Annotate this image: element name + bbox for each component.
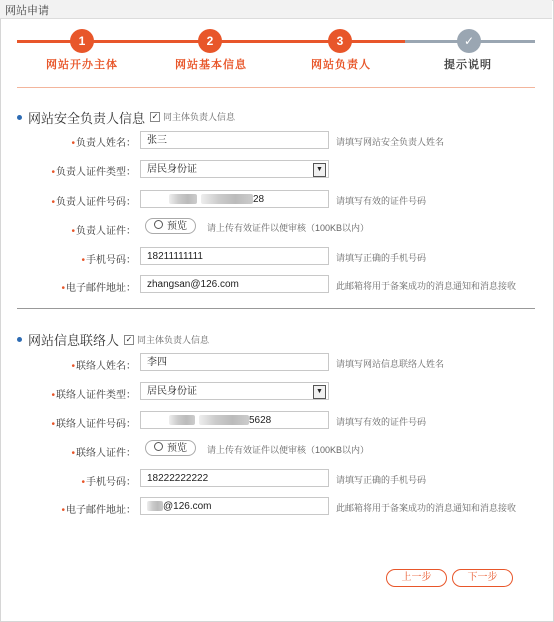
- redacted-block: [147, 501, 163, 511]
- next-step-button[interactable]: 下一步: [452, 569, 513, 587]
- check-icon: ✓: [457, 29, 481, 53]
- contact-email-input[interactable]: [140, 497, 329, 515]
- label-contact-id-type: •联络人证件类型：: [51, 390, 136, 401]
- label-contact-phone: •手机号码：: [81, 477, 136, 488]
- hint-contact-email: 此邮箱将用于备案成功的消息通知和消息接收: [336, 503, 517, 513]
- redacted-block: [201, 194, 253, 204]
- contact-preview-button[interactable]: 预览: [145, 440, 196, 456]
- security-name-input[interactable]: 张三: [140, 131, 329, 149]
- step-1-circle: 1: [70, 29, 94, 53]
- chevron-down-icon[interactable]: ▼: [313, 385, 326, 399]
- window-title: 网站申请: [5, 5, 49, 17]
- section-divider: [17, 308, 535, 309]
- label-security-id-number: •负责人证件号码：: [51, 197, 136, 208]
- contact-email-suffix: @126.com: [163, 501, 212, 512]
- steps-underline: [17, 87, 535, 88]
- step-2-label: 网站基本信息: [175, 59, 247, 71]
- contact-id-type-value: 居民身份证: [147, 386, 197, 397]
- step-3-label: 网站负责人: [311, 59, 371, 71]
- label-contact-id-number: •联络人证件号码：: [51, 419, 136, 430]
- hint-contact-phone: 请填写正确的手机号码: [336, 475, 427, 485]
- same-as-owner-checkbox-security[interactable]: [150, 110, 235, 123]
- prev-step-button[interactable]: 上一步: [386, 569, 447, 587]
- security-id-number-input[interactable]: [140, 190, 329, 208]
- section-title-contact-text: 网站信息联络人: [28, 333, 120, 348]
- security-preview-button[interactable]: 预览: [145, 218, 196, 234]
- checkbox-checked-icon[interactable]: ✓: [151, 111, 159, 121]
- contact-id-number-input[interactable]: [140, 411, 329, 429]
- same-as-owner-label: 同主体负责人信息: [163, 112, 236, 122]
- hint-contact-id-upload: 请上传有效证件以便审核（100KB以内）: [207, 445, 370, 455]
- redacted-block: [199, 415, 249, 425]
- step-3-circle: 3: [328, 29, 352, 53]
- section-title-security: [17, 108, 145, 127]
- contact-name-input[interactable]: 李四: [140, 353, 329, 371]
- security-id-type-value: 居民身份证: [147, 164, 197, 175]
- security-id-number-suffix: 28: [253, 194, 265, 205]
- chevron-down-icon[interactable]: ▼: [313, 163, 326, 177]
- magnifier-icon: [154, 442, 163, 451]
- label-security-email: •电子邮件地址：: [61, 283, 136, 294]
- label-contact-name: •联络人姓名：: [71, 361, 136, 372]
- window-titlebar: [0, 0, 552, 19]
- label-security-id-upload: •负责人证件：: [71, 226, 136, 237]
- contact-id-number-suffix: 5628: [249, 415, 272, 426]
- same-as-owner-checkbox-contact[interactable]: [124, 333, 209, 346]
- hint-contact-name: 请填写网站信息联络人姓名: [336, 359, 445, 369]
- section-title-contact: [17, 330, 119, 349]
- security-phone-input[interactable]: 18211111111: [140, 247, 329, 265]
- progress-steps: [0, 26, 554, 76]
- bullet-icon: [17, 115, 22, 120]
- contact-id-type-select[interactable]: [140, 382, 329, 400]
- label-security-phone: •手机号码：: [81, 255, 136, 266]
- hint-security-email: 此邮箱将用于备案成功的消息通知和消息接收: [336, 281, 517, 291]
- hint-security-name: 请填写网站安全负责人姓名: [336, 137, 445, 147]
- step-1-label: 网站开办主体: [46, 59, 118, 71]
- label-contact-id-upload: •联络人证件：: [71, 448, 136, 459]
- redacted-block: [169, 415, 195, 425]
- hint-security-id-number: 请填写有效的证件号码: [336, 196, 427, 206]
- section-title-security-text: 网站安全负责人信息: [28, 111, 146, 126]
- label-contact-email: •电子邮件地址：: [61, 505, 136, 516]
- label-security-name: •负责人姓名：: [71, 138, 136, 149]
- contact-phone-input[interactable]: 18222222222: [140, 469, 329, 487]
- hint-security-phone: 请填写正确的手机号码: [336, 253, 427, 263]
- same-as-owner-label: 同主体负责人信息: [137, 335, 210, 345]
- magnifier-icon: [154, 220, 163, 229]
- step-4-label: 提示说明: [444, 59, 492, 71]
- hint-security-id-upload: 请上传有效证件以便审核（100KB以内）: [207, 223, 370, 233]
- checkbox-checked-icon[interactable]: ✓: [125, 334, 133, 344]
- security-email-input[interactable]: zhangsan@126.com: [140, 275, 329, 293]
- label-security-id-type: •负责人证件类型：: [51, 167, 136, 178]
- hint-contact-id-number: 请填写有效的证件号码: [336, 417, 427, 427]
- bullet-icon: [17, 337, 22, 342]
- security-id-type-select[interactable]: [140, 160, 329, 178]
- step-2-circle: 2: [198, 29, 222, 53]
- redacted-block: [169, 194, 197, 204]
